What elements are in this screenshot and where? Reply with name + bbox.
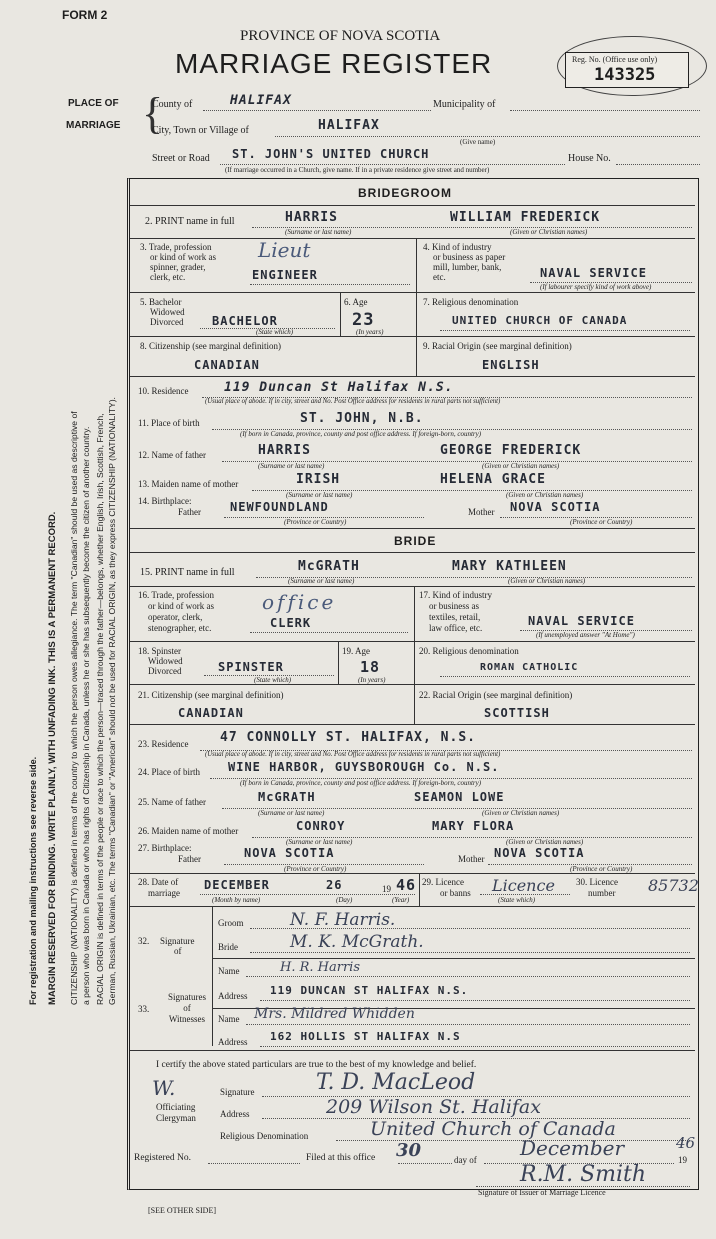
groom-residence-cap: (Usual place of abode. If in city, street and No. Post Office address for residents in rural parts not sufficient) [205,398,501,405]
groom-father-birthplace: NEWFOUNDLAND [230,500,329,514]
issuer-signature: R.M. Smith [520,1162,647,1187]
w1-address: 119 DUNCAN ST HALIFAX N.S. [270,984,469,997]
bride-trade-label-4: stenographer, etc. [148,623,212,633]
margin-line-4: a person who was born in Canada or who has rights of Citizenship in Canada, unless he or she has subsequently become the citizen of another country. [81,426,91,1005]
licence-label-2: or banns [440,888,471,898]
groom-birthplace-cap: (If born in Canada, province, county and post office address. If foreign-born, country) [240,430,482,438]
licence-value: Licence [492,876,555,895]
groom-status-label [140,297,185,327]
groom-given: WILLIAM FREDERICK [450,210,601,225]
groom-trade-label [140,242,216,282]
margin-line-6: German, Russian, Ukrainian, etc. The terms "Canadian" or "American" should not be used for RACIAL ORIGIN, as they express CITIZENSHIP (NATIONALITY). [107,397,117,1005]
bride-industry-cap: (If unemployed answer "At Home") [536,631,635,639]
clergy-label-2: Clergyman [156,1113,196,1123]
margin-instructions [26,5,121,1005]
groom-father-given-cap: (Given or Christian names) [482,462,560,470]
filed-day: 30 [396,1140,422,1161]
groom-mother-bp-cap: (Province or Country) [570,518,633,526]
groom-residence: 119 Duncan St Halifax N.S. [224,380,454,395]
bride-given: MARY KATHLEEN [452,559,567,574]
bridegroom-heading: BRIDEGROOM [358,186,452,200]
groom-trade-label-4: clerk, etc. [150,272,186,282]
bride-trade-label-1: 16. Trade, profession [138,590,214,600]
clergy-denom-label: Religious Denomination [220,1131,309,1141]
bride-birthplace: WINE HARBOR, GUYSBOROUGH Co. N.S. [228,760,500,774]
bride-birthplace-label: 24. Place of birth [138,767,200,777]
margin-line-1: For registration and mailing instructions see reverse side. [28,756,38,1005]
groom-surname-cap: (Surname or last name) [285,228,352,236]
reg-number-label: Reg. No. (Office use only) [572,55,658,64]
sig-32-num: 32. [138,936,150,946]
bride-father-birthplace: NOVA SCOTIA [244,846,335,860]
marriage-year-cap: (Year) [392,896,410,904]
w2-name: Mrs. Mildred Whidden [254,1006,415,1022]
registered-label: Registered No. [134,1153,191,1163]
bride-racial: SCOTTISH [484,706,550,720]
bride-father-given: SEAMON LOWE [414,790,505,804]
groom-status: BACHELOR [212,314,278,328]
bride-age-cap: (In years) [358,676,386,684]
place-brace: { [142,89,164,138]
bride-birthplace-cap: (If born in Canada, province, county and post office address. If foreign-born, country) [240,779,482,787]
groom-industry-label [423,242,505,282]
groom-industry: NAVAL SERVICE [540,266,647,280]
city-label: City, Town or Village of [152,125,249,136]
filed-year-prefix: 19 [678,1155,687,1165]
bride-industry-label-4: law office, etc. [429,623,483,633]
groom-mother-surname: IRISH [296,472,341,487]
bride-bp-label-2: Father [178,854,201,864]
street-value: ST. JOHN'S UNITED CHURCH [232,147,430,161]
groom-birthplace-label: 11. Place of birth [138,418,200,428]
groom-status-label-3: Divorced [150,317,184,327]
groom-industry-label-4: etc. [433,272,446,282]
bride-trade-script: office [262,590,337,614]
place-label-2: MARRIAGE [66,120,121,131]
groom-racial: ENGLISH [482,358,540,372]
licence-cap: (State which) [498,896,536,904]
bride-father-label: 25. Name of father [138,797,206,807]
marriage-year-prefix: 19 [382,884,391,894]
bride-trade-label-3: operator, clerk, [148,612,203,622]
bride-mother-surname: CONROY [296,819,346,833]
licence-number-label-2: number [588,888,616,898]
marriage-month: DECEMBER [204,878,270,892]
bride-residence-label: 23. Residence [138,739,189,749]
municipality-label: Municipality of [433,99,496,110]
street-label: Street or Road [152,153,210,164]
groom-trade-label-1: 3. Trade, profession [140,242,212,252]
groom-birthplace: ST. JOHN, N.B. [300,411,424,426]
bride-mother-bp-label: Mother [458,854,485,864]
bride-industry: NAVAL SERVICE [528,614,635,628]
bride-mother-surname-cap: (Surname or last name) [286,838,353,846]
clergy-signature: T. D. MacLeod [316,1070,476,1095]
bride-religion-label: 20. Religious denomination [419,646,519,656]
province-title: PROVINCE OF NOVA SCOTIA [240,28,441,44]
groom-mother-given-cap: (Given or Christian names) [506,491,584,499]
groom-mother-birthplace: NOVA SCOTIA [510,500,601,514]
bride-status-label-3: Divorced [148,666,182,676]
groom-citizenship-label: 8. Citizenship (see marginal definition) [140,341,282,351]
certify-text: I certify the above stated particulars are true to the best of my knowledge and belief. [156,1060,477,1070]
marriage-date-label-2: marriage [148,888,180,898]
bride-trade-label [138,590,214,634]
bride-father-bp-cap: (Province or Country) [284,865,347,873]
page-title: MARRIAGE REGISTER [175,48,493,79]
groom-status-cap: (State which) [256,328,294,336]
bride-industry-label-1: 17. Kind of industry [419,590,492,600]
groom-religion-label: 7. Religious denomination [423,297,519,307]
clergy-mark: W. [152,1076,176,1100]
groom-father-bp-cap: (Province or Country) [284,518,347,526]
bride-industry-label-3: textiles, retail, [429,612,481,622]
bride-father-surname: McGRATH [258,790,316,804]
reg-number-value: 143325 [594,65,656,85]
groom-age-cap: (In years) [356,328,384,336]
marriage-date-label-1: 28. Date of [138,877,179,887]
bride-trade-label-2: or kind of work as [148,601,214,611]
clergy-denomination: United Church of Canada [370,1118,616,1140]
witness-33-num: 33. [138,1004,150,1014]
marriage-date-label [138,877,180,899]
margin-line-2: MARGIN RESERVED FOR BINDING. WRITE PLAINLY, WITH UNFADING INK. THIS IS A PERMANENT RECORD. [47,511,58,1005]
margin-line-3: CITIZENSHIP (NATIONALITY) is defined in terms of the country to which the person owes allegiance. The term "Canadian" should be used as descriptive of [69,411,79,1005]
marriage-year: 46 [396,876,417,894]
bride-signature: M. K. McGrath. [290,932,424,952]
groom-industry-label-1: 4. Kind of industry [423,242,492,252]
groom-father-surname: HARRIS [258,443,311,458]
house-label: House No. [568,153,611,164]
margin-line-5: RACIAL ORIGIN is defined in terms of the people or race to which the person—traced through the father—belongs, whether English, Irish, Scottish, French, [95,413,105,1005]
groom-industry-label-2: or business as paper [433,252,506,262]
groom-mother-given: HELENA GRACE [440,472,546,487]
groom-father-label: 12. Name of father [138,450,206,460]
groom-status-label-1: 5. Bachelor [140,297,182,307]
sig-32-of: of [174,946,182,956]
groom-mother-bp-label: Mother [468,507,495,517]
bride-heading: BRIDE [394,534,437,548]
groom-surname: HARRIS [285,210,338,225]
county-value: HALIFAX [230,93,292,108]
groom-bp-label-1: 14. Birthplace: [138,496,192,506]
licence-number-label [576,877,618,899]
groom-mother-surname-cap: (Surname or last name) [286,491,353,499]
groom-parents-birthplace-label [138,496,201,518]
w2-name-label: Name [218,1014,240,1024]
bride-status-label [138,646,183,676]
w2-address-label: Address [218,1037,248,1047]
groom-trade: ENGINEER [252,268,318,282]
bride-trade: CLERK [270,616,312,630]
groom-age: 23 [352,310,375,330]
bride-mother-given-cap: (Given or Christian names) [506,838,584,846]
groom-trade-label-2: or kind of work as [150,252,216,262]
bride-industry-label [419,590,492,634]
bride-mother-birthplace: NOVA SCOTIA [494,846,585,860]
bride-bp-label-1: 27. Birthplace: [138,843,192,853]
bride-citizenship: CANADIAN [178,706,244,720]
witness-label [168,992,206,1025]
bride-status: SPINSTER [218,660,284,674]
marriage-day: 26 [326,878,343,892]
bride-mother-given: MARY FLORA [432,819,515,833]
groom-racial-label: 9. Racial Origin (see marginal definition) [423,341,572,351]
form-number: FORM 2 [62,8,108,22]
bride-racial-label: 22. Racial Origin (see marginal definition) [419,690,573,700]
bride-status-cap: (State which) [254,676,292,684]
city-hint: (Give name) [460,138,496,146]
clergy-sig-label: Signature [220,1087,255,1097]
bride-father-surname-cap: (Surname or last name) [258,809,325,817]
bride-mother-bp-cap: (Province or Country) [570,865,633,873]
bride-residence: 47 CONNOLLY ST. HALIFAX, N.S. [220,730,476,745]
w1-address-label: Address [218,991,248,1001]
issuer-cap: Signature of Issuer of Marriage Licence [478,1188,606,1197]
city-value: HALIFAX [318,118,380,133]
groom-signature: N. F. Harris. [290,910,396,930]
see-other-side: [SEE OTHER SIDE] [148,1206,216,1215]
bride-surname-cap: (Surname or last name) [288,577,355,585]
licence-label-1: 29. Licence [422,877,464,887]
groom-given-cap: (Given or Christian names) [510,228,588,236]
groom-age-label: 6. Age [344,297,368,307]
place-label-1: PLACE OF [68,98,119,109]
w1-name: H. R. Harris [280,960,360,975]
sig-32-label: Signature [160,936,195,946]
witness-label-3: Witnesses [168,1014,206,1024]
groom-status-label-2: Widowed [150,307,185,317]
groom-father-surname-cap: (Surname or last name) [258,462,325,470]
bride-residence-cap: (Usual place of abode. If in city, street and No. Post Office address for residents in rural parts not sufficient) [205,751,501,758]
bride-religion: ROMAN CATHOLIC [480,662,579,673]
day-of-label: day of [454,1155,477,1165]
groom-industry-label-3: mill, lumber, bank, [433,262,502,272]
groom-religion: UNITED CHURCH OF CANADA [452,314,628,327]
clergy-address: 209 Wilson St. Halifax [326,1096,541,1118]
bride-father-given-cap: (Given or Christian names) [482,809,560,817]
clergy-address-label: Address [220,1109,250,1119]
w1-name-label: Name [218,966,240,976]
bride-age-label: 19. Age [342,646,370,656]
groom-father-given: GEORGE FREDERICK [440,443,582,458]
licence-label [422,877,471,899]
groom-mother-label: 13. Maiden name of mother [138,479,239,489]
bride-mother-label: 26. Maiden name of mother [138,826,239,836]
bride-industry-label-2: or business as [429,601,479,611]
groom-trade-script: Lieut [258,238,311,262]
bride-citizenship-label: 21. Citizenship (see marginal definition) [138,690,284,700]
witness-label-2: of [183,1003,191,1013]
marriage-day-cap: (Day) [336,896,353,904]
witness-label-1: Signatures [168,992,206,1002]
bride-surname: McGRATH [298,559,360,574]
marriage-month-cap: (Month by name) [212,896,261,904]
clergy-label-1: Officiating [156,1102,196,1112]
groom-sig-label: Groom [218,918,244,928]
county-label: County of [152,99,193,110]
groom-residence-label: 10. Residence [138,386,189,396]
w2-address: 162 HOLLIS ST HALIFAX N.S [270,1030,461,1043]
bride-sig-label: Bride [218,942,238,952]
groom-bp-label-2: Father [178,507,201,517]
bride-parents-birthplace-label [138,843,201,865]
clergy-label [156,1102,196,1124]
groom-trade-label-3: spinner, grader, [150,262,206,272]
reg-number-box [565,52,689,88]
bride-given-cap: (Given or Christian names) [508,577,586,585]
licence-number: 85732 [648,876,699,895]
bride-age: 18 [360,658,381,676]
groom-industry-cap: (If labourer specify kind of work above) [540,283,652,291]
filed-label: Filed at this office [306,1153,376,1163]
bride-status-label-2: Widowed [148,656,183,666]
groom-citizenship: CANADIAN [194,358,260,372]
filed-year: 46 [676,1134,696,1152]
filed-month: December [520,1136,625,1160]
groom-name-label: 2. PRINT name in full [145,216,235,227]
licence-number-label-1: 30. Licence [576,877,618,887]
bride-name-label: 15. PRINT name in full [140,567,235,578]
bride-status-label-1: 18. Spinster [138,646,182,656]
street-hint: (If marriage occurred in a Church, give name. If in a private residence give street and number) [225,166,490,174]
